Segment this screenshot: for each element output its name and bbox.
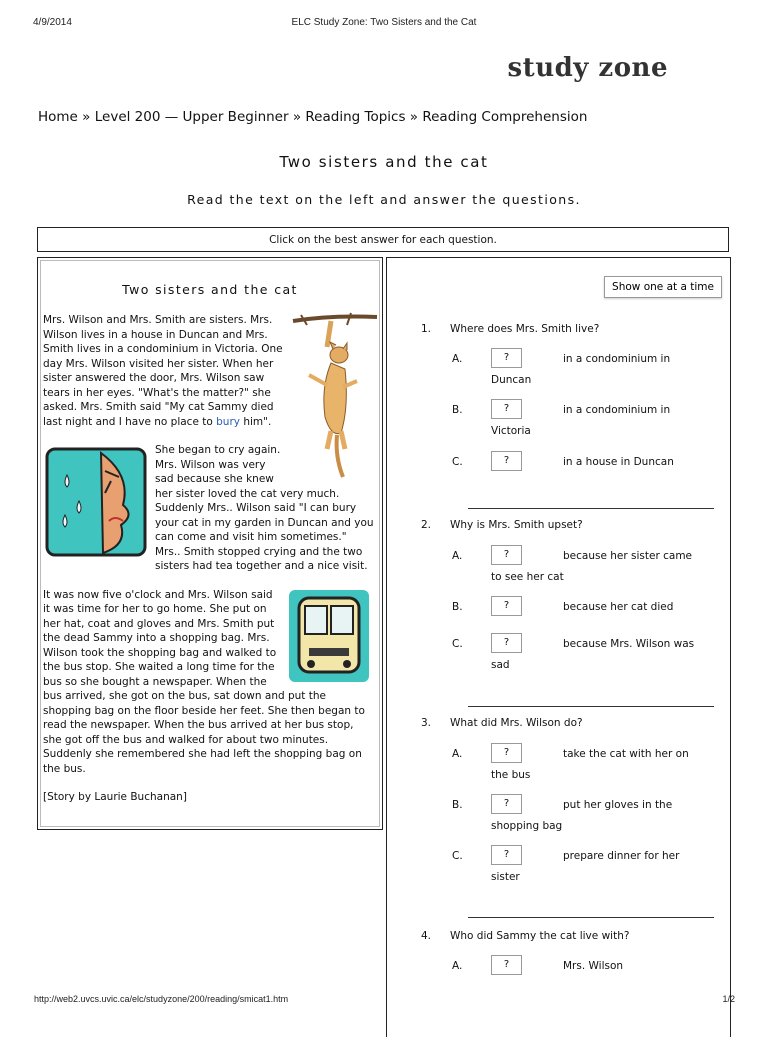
option-4a: [452, 956, 701, 977]
option-letter: B.: [452, 799, 463, 811]
option-letter: A.: [452, 353, 463, 365]
option-letter: C.: [452, 850, 463, 862]
answer-button[interactable]: ?: [491, 596, 522, 616]
option-letter: B.: [452, 601, 463, 613]
question-2: [421, 519, 583, 531]
breadcrumb-separator: »: [292, 109, 302, 125]
answer-button[interactable]: ?: [491, 545, 522, 565]
option-text: in a condominium in Duncan: [491, 353, 671, 386]
option-text: in a house in Duncan: [563, 456, 674, 468]
breadcrumb-level-200[interactable]: Level 200 — Upper Beginner: [94, 109, 289, 125]
bus-icon: [287, 588, 371, 684]
question-text: Why is Mrs. Smith upset?: [450, 519, 583, 531]
site-logo[interactable]: study zone: [507, 53, 668, 83]
option-letter: C.: [452, 638, 463, 650]
option-text: Mrs. Wilson: [563, 960, 624, 972]
answer-button[interactable]: ?: [491, 399, 522, 419]
print-page-number: 1/2: [722, 994, 735, 1004]
page-subtitle: Read the text on the left and answer the questions.: [187, 192, 581, 207]
option-2b: [452, 597, 701, 618]
print-title: ELC Study Zone: Two Sisters and the Cat: [291, 17, 477, 28]
hanging-cat-icon: [291, 307, 379, 479]
option-3b: [452, 795, 701, 837]
option-text: in a condominium in Victoria: [491, 404, 671, 437]
breadcrumb-reading-comprehension[interactable]: Reading Comprehension: [422, 109, 588, 125]
option-text: prepare dinner for her sister: [491, 850, 680, 883]
story-text: She began to cry again. Mrs. Wilson was very sad because she knew her sister loved the cat very much. Suddenly Mrs.. Wilson said "I can bury your cat in my garden in Duncan and you can come and visit him sometimes." Mrs.. Smith stopped crying and the two sisters had tea together and a nice visit.: [155, 444, 374, 572]
option-letter: B.: [452, 404, 463, 416]
story-text: It was now five o'clock and Mrs. Wilson said it was time for her to go home. She put on her hat, coat and gloves and Mrs. Smith put the dead Sammy into a shopping bag. Mrs. Wilson took the shopping bag and walked to the bus stop. She waited a long time for the bus so she bought a newspaper. When the bus arrived, she got on the bus, sat down and put the shopping bag on the floor beside her feet. She then began to read the newspaper. When the bus arrived at her bus stop, she got off the bus and walked for about two minutes. Suddenly she remembered she had left the shopping bag on the bus.: [43, 588, 365, 775]
breadcrumb-separator: »: [82, 109, 91, 125]
option-3a: [452, 744, 701, 786]
option-3c: [452, 846, 701, 888]
print-date: 4/9/2014: [33, 17, 72, 28]
question-number: 1.: [421, 323, 432, 335]
option-2a: [452, 546, 701, 588]
print-url: http://web2.uvcs.uvic.ca/elc/studyzone/200/reading/smicat1.htm: [34, 994, 289, 1004]
answer-button[interactable]: ?: [491, 955, 522, 975]
story-body: [43, 313, 375, 819]
breadcrumb-home[interactable]: Home: [38, 109, 78, 125]
breadcrumb: [38, 109, 587, 125]
option-text: because her sister came to see her cat: [491, 550, 693, 583]
option-text: because her cat died: [563, 601, 674, 613]
question-text: Where does Mrs. Smith live?: [450, 323, 600, 335]
story-text: Mrs. Wilson and Mrs. Smith are sisters. Mrs. Wilson lives in a house in Duncan and Mrs. Smith lives in a condominium in Victoria. One day Mrs. Wilson visited her sister. When her sister answered the door, Mrs. Wilson saw tears in her eyes. "What's the matter?" she asked. Mrs. Smith said "My cat Sammy died last night and I have no place to: [43, 314, 283, 428]
question-divider: [468, 706, 714, 707]
question-divider: [468, 917, 714, 918]
question-number: 4.: [421, 930, 432, 942]
story-panel: [37, 257, 383, 830]
answer-button[interactable]: ?: [491, 794, 522, 814]
option-letter: C.: [452, 456, 463, 468]
option-letter: A.: [452, 550, 463, 562]
option-1b: [452, 400, 701, 442]
breadcrumb-reading-topics[interactable]: Reading Topics: [305, 109, 406, 125]
show-one-at-a-time-button[interactable]: Show one at a time: [604, 276, 722, 298]
quiz-panel: [386, 257, 731, 1037]
question-number: 3.: [421, 717, 432, 729]
question-3: [421, 717, 583, 729]
instruction-banner: Click on the best answer for each question.: [37, 227, 729, 252]
bury-link[interactable]: bury: [216, 415, 240, 428]
question-text: What did Mrs. Wilson do?: [450, 717, 583, 729]
option-2c: [452, 634, 701, 676]
question-text: Who did Sammy the cat live with?: [450, 930, 630, 942]
answer-button[interactable]: ?: [491, 348, 522, 368]
question-number: 2.: [421, 519, 432, 531]
page-title: Two sisters and the cat: [279, 153, 489, 171]
story-text: him".: [240, 415, 272, 428]
story-paragraph-1: [43, 313, 375, 429]
option-text: take the cat with her on the bus: [491, 748, 689, 781]
answer-button[interactable]: ?: [491, 743, 522, 763]
option-letter: A.: [452, 748, 463, 760]
story-title: Two sisters and the cat: [122, 282, 298, 297]
option-text: put her gloves in the shopping bag: [491, 799, 673, 832]
option-1c: [452, 452, 701, 473]
answer-button[interactable]: ?: [491, 451, 522, 471]
question-divider: [468, 508, 714, 509]
crying-face-icon: [43, 445, 149, 559]
question-1: [421, 323, 600, 335]
option-letter: A.: [452, 960, 463, 972]
option-text: because Mrs. Wilson was sad: [491, 638, 695, 671]
option-1a: [452, 349, 701, 391]
story-credit: [Story by Laurie Buchanan]: [43, 791, 187, 803]
question-4: [421, 930, 630, 942]
story-paragraph-3: [43, 588, 375, 777]
breadcrumb-separator: »: [409, 109, 419, 125]
answer-button[interactable]: ?: [491, 633, 522, 653]
answer-button[interactable]: ?: [491, 845, 522, 865]
